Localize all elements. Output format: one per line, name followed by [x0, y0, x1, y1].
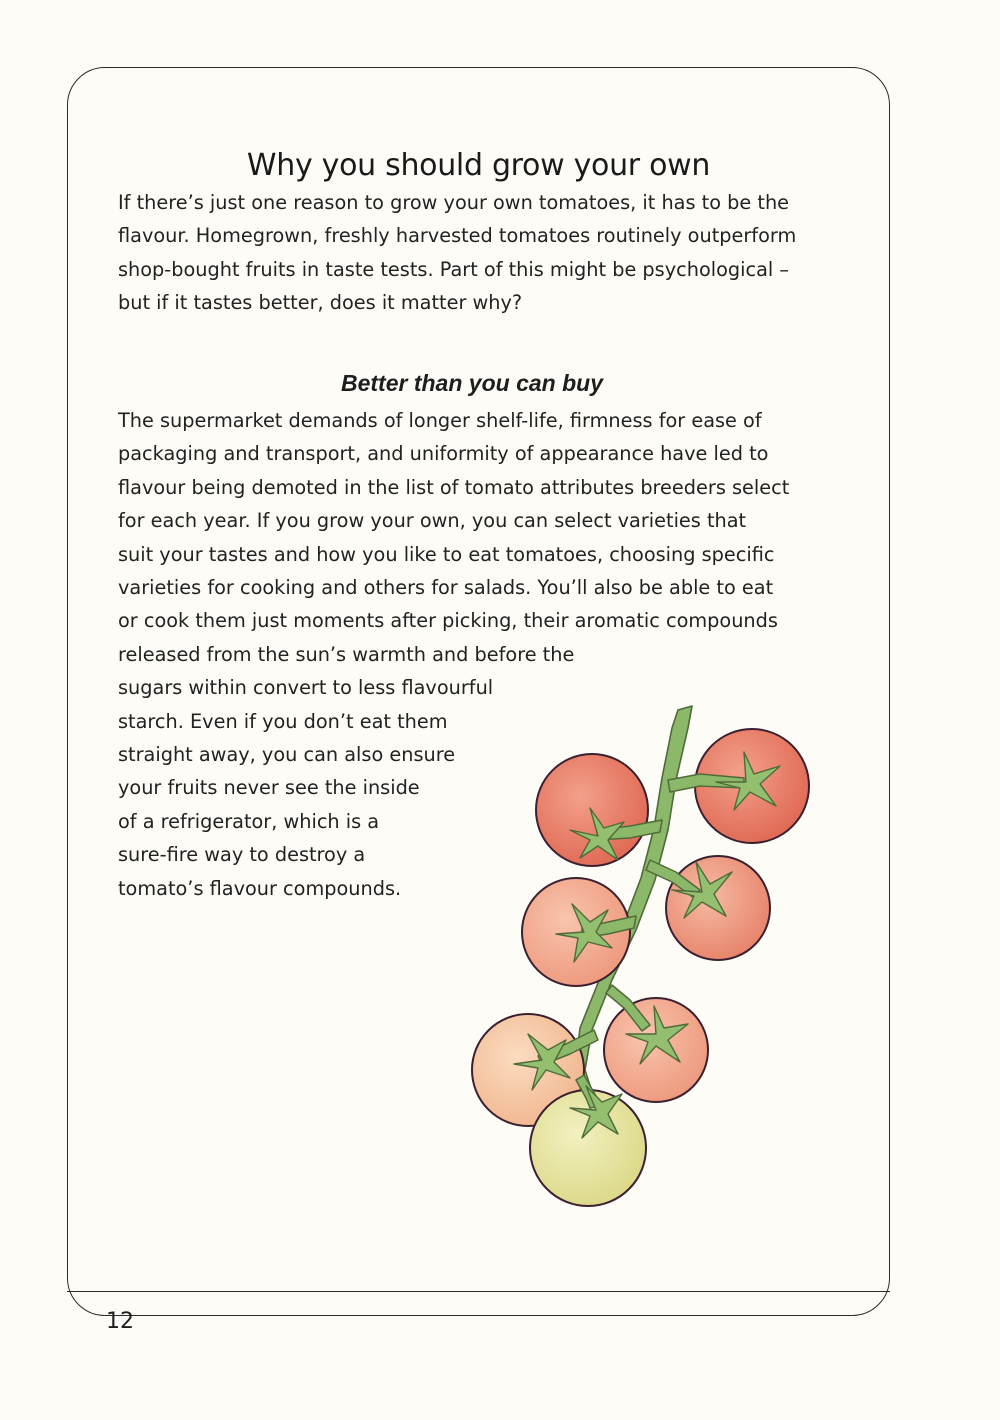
- page-number: 12: [106, 1309, 134, 1334]
- body-line: varieties for cooking and others for salads. You’ll also be able to eat: [118, 576, 774, 600]
- page-title: Why you should grow your own: [246, 148, 711, 184]
- footer-divider: [67, 1291, 890, 1292]
- intro-line: If there’s just one reason to grow your own tomatoes, it has to be the: [118, 191, 790, 214]
- body-line: The supermarket demands of longer shelf-life, firmness for ease of: [118, 409, 762, 432]
- body-line: suit your tastes and how you like to eat tomatoes, choosing specific: [118, 542, 775, 566]
- intro-line: flavour. Homegrown, freshly harvested tomatoes routinely outperform: [118, 224, 797, 248]
- body-line: straight away, you can also ensure: [118, 743, 456, 767]
- tomato-truss-icon: [462, 700, 822, 1220]
- body-line: packaging and transport, and uniformity of appearance have led to: [118, 442, 769, 466]
- body-line: sugars within convert to less flavourful: [118, 676, 494, 700]
- intro-line: shop-bought fruits in taste tests. Part of this might be psychological –: [118, 257, 790, 281]
- body-line: starch. Even if you don’t eat them: [118, 709, 448, 733]
- body-line: released from the sun’s warmth and before the: [118, 642, 575, 666]
- section-subheading: Better than you can buy: [341, 370, 603, 397]
- body-line: flavour being demoted in the list of tomato attributes breeders select: [118, 475, 790, 499]
- tomato-yellow: [530, 1090, 646, 1206]
- intro-paragraph: [118, 186, 796, 320]
- body-line: tomato’s flavour compounds.: [118, 876, 402, 900]
- body-line: for each year. If you grow your own, you can select varieties that: [118, 509, 747, 533]
- intro-line: but if it tastes better, does it matter why?: [118, 291, 523, 315]
- body-line: of a refrigerator, which is a: [118, 809, 380, 833]
- body-line: sure-fire way to destroy a: [118, 843, 366, 867]
- body-line: your fruits never see the inside: [118, 776, 420, 800]
- body-line: or cook them just moments after picking, their aromatic compounds: [118, 609, 778, 633]
